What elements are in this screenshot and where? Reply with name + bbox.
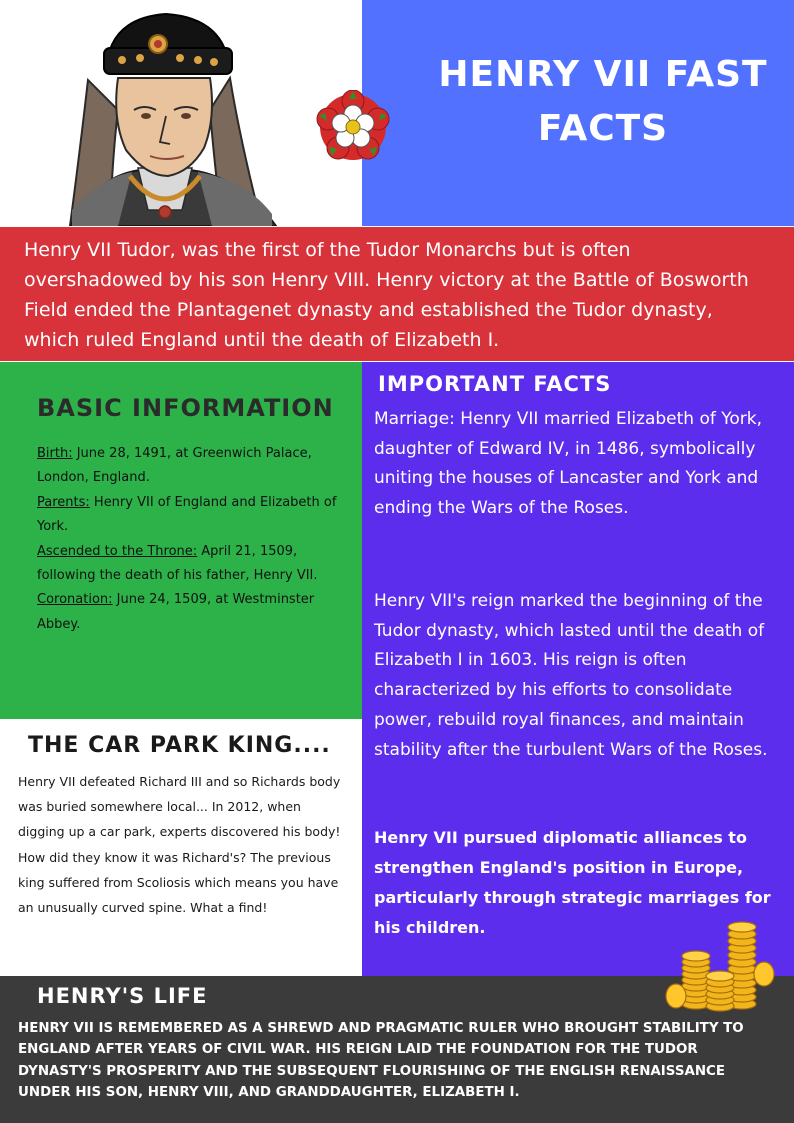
tudor-rose-icon [316,90,390,164]
item-label: Parents: [37,494,90,510]
item-value: June 24, 1509, at Westminster Abbey. [37,592,315,632]
reign-fact: Henry VII's reign marked the beginning of the Tudor dynasty, which lasted until the death of Elizabeth I in 1603. His reign is often characterized by his efforts to consolidate power, rebuild royal finances, and maintain stability after the turbulent Wars of the Roses. [374,591,768,760]
diplomacy-fact: Henry VII pursued diplomatic alliances to strengthen England's position in Europe, particularly through strategic marriages for his children. [374,828,771,937]
title-section [362,0,794,226]
car-park-king-text: Henry VII defeated Richard III and so Richards body was buried somewhere local... In 2012, when digging up a car park, experts discovered his body! How did they know it was Richard's? The previous king suffered from Scoliosis which means you have an unusually curved spine. What a find! [18,774,341,916]
marriage-fact: Marriage: Henry VII married Elizabeth of York, daughter of Edward IV, in 1486, symbolically uniting the houses of Lancaster and York and ending the Wars of the Roses. [374,409,763,519]
car-park-king-heading: THE CAR PARK KING.... [28,733,331,758]
king-portrait-illustration [0,0,362,226]
item-label: Coronation: [37,592,113,608]
parents-item [37,491,344,540]
basic-information-heading: BASIC INFORMATION [37,394,334,422]
basic-information-list [37,442,344,637]
henrys-life-heading: HENRY'S LIFE [37,984,208,1008]
item-value: June 28, 1491, at Greenwich Palace, London, England. [37,446,312,486]
item-value: April 21, 1509, following the death of his father, Henry VII. [37,543,318,584]
coronation-item [37,588,344,637]
portrait-section [0,0,362,226]
important-facts-heading: IMPORTANT FACTS [378,372,612,396]
basic-information-panel [0,362,362,719]
item-label: Birth: [37,446,73,461]
gold-coins-icon [664,912,776,1012]
intro-banner [0,226,794,362]
page-title: HENRY VII FAST FACTS [438,54,768,149]
intro-text: Henry VII Tudor, was the first of the Tudor Monarchs but is often overshadowed by his son Henry VIII. Henry victory at the Battle of Bosworth Field ended the Plantagenet dynasty and established the Tudor dynasty, which ruled England until the death of Elizabeth I. [24,239,749,351]
car-park-king-panel [0,719,362,976]
item-label: Ascended to the Throne: [37,543,198,559]
item-value: Henry VII of England and Elizabeth of York. [37,494,337,535]
henrys-life-text: HENRY VII IS REMEMBERED AS A SHREWD AND PRAGMATIC RULER WHO BROUGHT STABILITY TO ENGLAND AFTER YEARS OF CIVIL WAR. HIS REIGN LAID THE FOUNDATION FOR THE TUDOR DYNASTY'S PROSPERITY AND THE SUBSEQUENT FLOURISHING OF THE ENGLISH RENAISSANCE UNDER HIS SON, HENRY VIII, AND GRANDDAUGHTER, ELIZABETH I. [18,1021,744,1100]
birth-item [37,442,344,491]
important-facts-panel [362,362,794,976]
ascended-item [37,540,344,589]
